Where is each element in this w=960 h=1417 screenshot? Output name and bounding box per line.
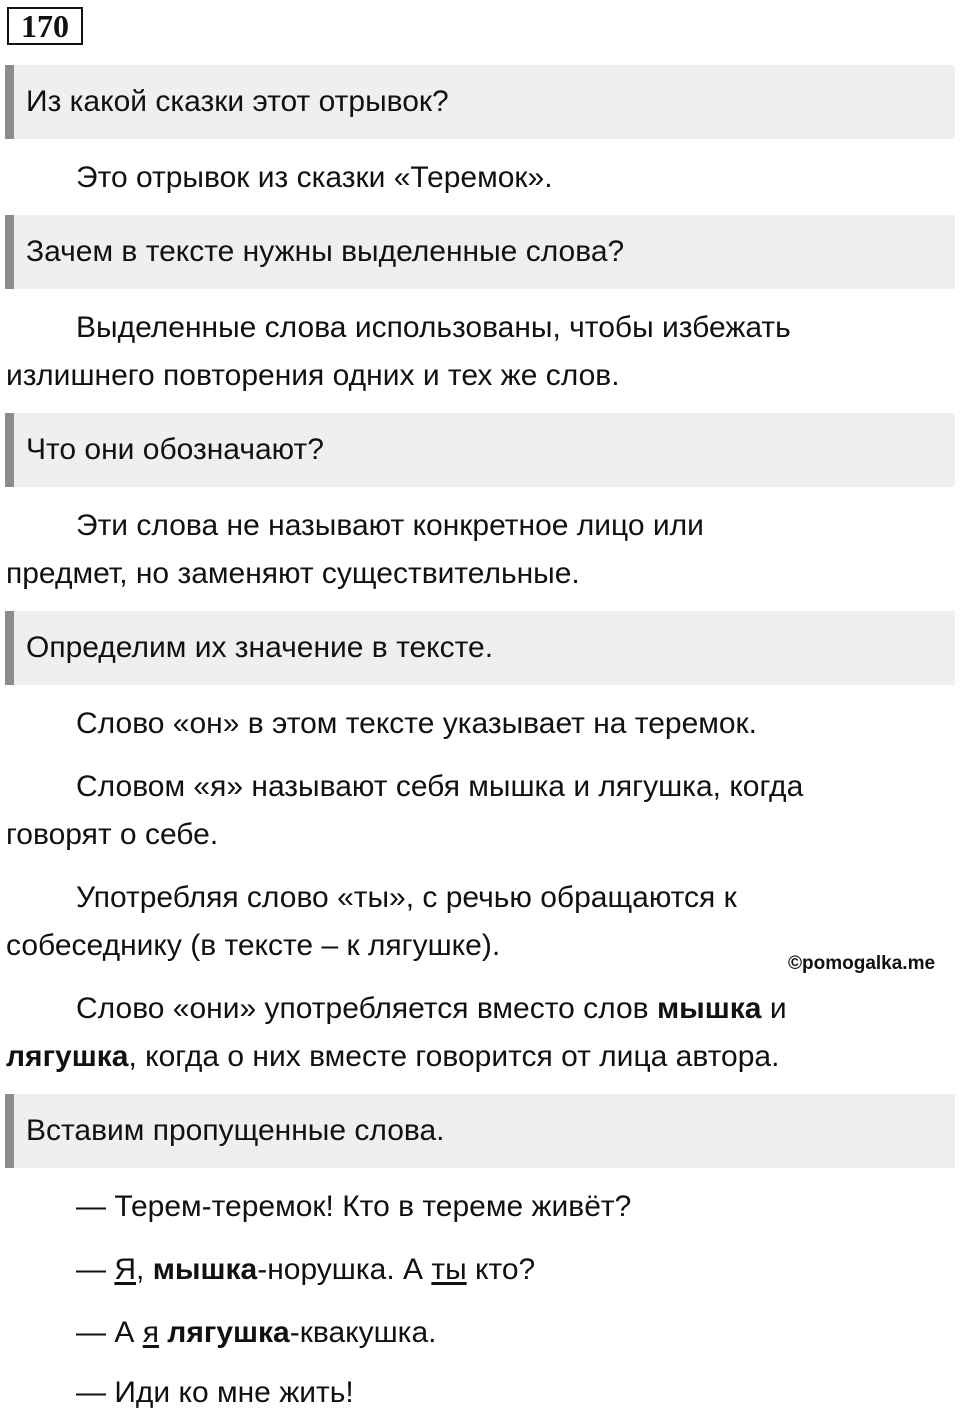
meaning-ya-line-1: Словом «я» называют себя мышка и лягушка, когда	[76, 770, 804, 803]
inserted-word-ty: ты	[431, 1253, 467, 1286]
bold-word-myshka: мышка	[656, 992, 762, 1025]
bold-word-lyagushka: лягушка	[6, 1040, 129, 1073]
meaning-ya-line-2: говорят о себе.	[6, 818, 219, 851]
bold-word-myshka-dialog: мышка	[152, 1253, 258, 1286]
question-4: Определим их значение в тексте.	[5, 611, 955, 685]
meaning-oni-line-2: лягушка, когда о них вместе говорится от лица автора.	[6, 1040, 780, 1073]
dialog-line-2: — Я, мышка-норушка. А ты кто?	[76, 1253, 536, 1286]
question-5: Вставим пропущенные слова.	[5, 1094, 955, 1168]
question-3: Что они обозначают?	[5, 413, 955, 487]
dialog-line-4: — Иди ко мне жить!	[76, 1376, 354, 1409]
meaning-ty-line-2: собеседнику (в тексте – к лягушке).	[6, 929, 501, 962]
answer-1: Это отрывок из сказки «Теремок».	[76, 161, 553, 194]
watermark: ©pomogalka.me	[788, 953, 936, 974]
answer-2-line-2: излишнего повторения одних и тех же слов.	[6, 359, 620, 392]
question-1: Из какой сказки этот отрывок?	[5, 65, 955, 139]
inserted-word-ya-2: я	[142, 1316, 159, 1349]
answer-3-line-2: предмет, но заменяют существительные.	[6, 557, 580, 590]
question-2: Зачем в тексте нужны выделенные слова?	[5, 215, 955, 289]
meaning-oni-line-1: Слово «они» употребляется вместо слов мышка и	[76, 992, 787, 1025]
dialog-line-1: — Терем-теремок! Кто в тереме живёт?	[76, 1190, 632, 1223]
inserted-word-ya: Я	[114, 1253, 137, 1286]
dialog-line-3: — А я лягушка-квакушка.	[76, 1316, 437, 1349]
meaning-on: Слово «он» в этом тексте указывает на теремок.	[76, 707, 758, 740]
meaning-ty-line-1: Употребляя слово «ты», с речью обращаются к	[76, 881, 737, 914]
answer-3-line-1: Эти слова не называют конкретное лицо или	[76, 509, 704, 542]
task-number: 170	[7, 7, 83, 45]
bold-word-lyagushka-dialog: лягушка	[167, 1316, 290, 1349]
answer-2-line-1: Выделенные слова использованы, чтобы избежать	[76, 311, 791, 344]
